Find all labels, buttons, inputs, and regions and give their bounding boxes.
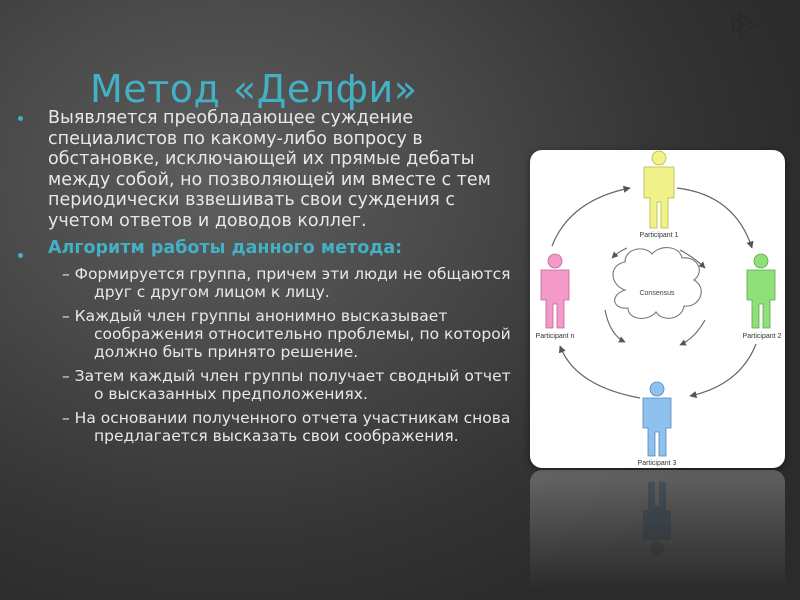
step-text: – Каждый член группы анонимно высказывает соображения относительно проблемы, по которой должно быть принято решение. [62, 307, 511, 361]
diagram-reflection [530, 470, 785, 590]
bullet-icon [18, 253, 23, 258]
consensus-label: Consensus [639, 290, 675, 297]
inner-arrow [612, 248, 627, 258]
step-item [18, 409, 518, 445]
step-item [18, 367, 518, 403]
participant-label: Participant 3 [637, 460, 677, 467]
slide-body [18, 108, 518, 445]
step-text: – Затем каждый член группы получает сводный отчет о высказанных предположениях. [62, 367, 511, 403]
participant-1-figure [640, 151, 679, 239]
step-text: – Формируется группа, причем эти люди не общаются друг с другом лицом к лицу. [62, 265, 511, 301]
algorithm-heading: Алгоритм работы данного метода: [48, 238, 403, 258]
delphi-diagram [530, 150, 785, 468]
cycle-arrow [560, 346, 640, 398]
consensus-cloud [613, 248, 701, 319]
slide-title: Метод «Делфи» [90, 67, 418, 112]
participant-n-figure [536, 254, 575, 340]
step-text: – На основании полученного отчета участникам снова предлагается высказать свои соображения. [62, 409, 511, 445]
delphi-diagram-svg [530, 150, 785, 468]
inner-arrow [680, 320, 705, 345]
participant-2-figure [743, 254, 782, 340]
inner-arrow [605, 310, 625, 342]
step-item [18, 307, 518, 361]
participant-3-figure [638, 382, 677, 467]
cycle-arrow [552, 188, 630, 246]
step-item [18, 265, 518, 301]
bullet-icon [18, 116, 23, 121]
corner-arrow-icon [730, 8, 766, 42]
cycle-arrow [677, 188, 752, 248]
cycle-arrow [690, 344, 756, 396]
intro-bullet [18, 108, 518, 231]
intro-text: Выявляется преобладающее суждение специалистов по какому-либо вопросу в обстановке, исключающей их прямые дебаты между собой, но позволяющей им вместе с тем периодически взвешивать свои суждения с учетом ответов и доводов коллег. [48, 108, 491, 231]
participant-label: Participant 2 [742, 333, 782, 340]
participant-label: Participant 1 [639, 232, 679, 239]
algorithm-bullet [18, 238, 518, 259]
participant-label: Participant n [535, 333, 575, 340]
